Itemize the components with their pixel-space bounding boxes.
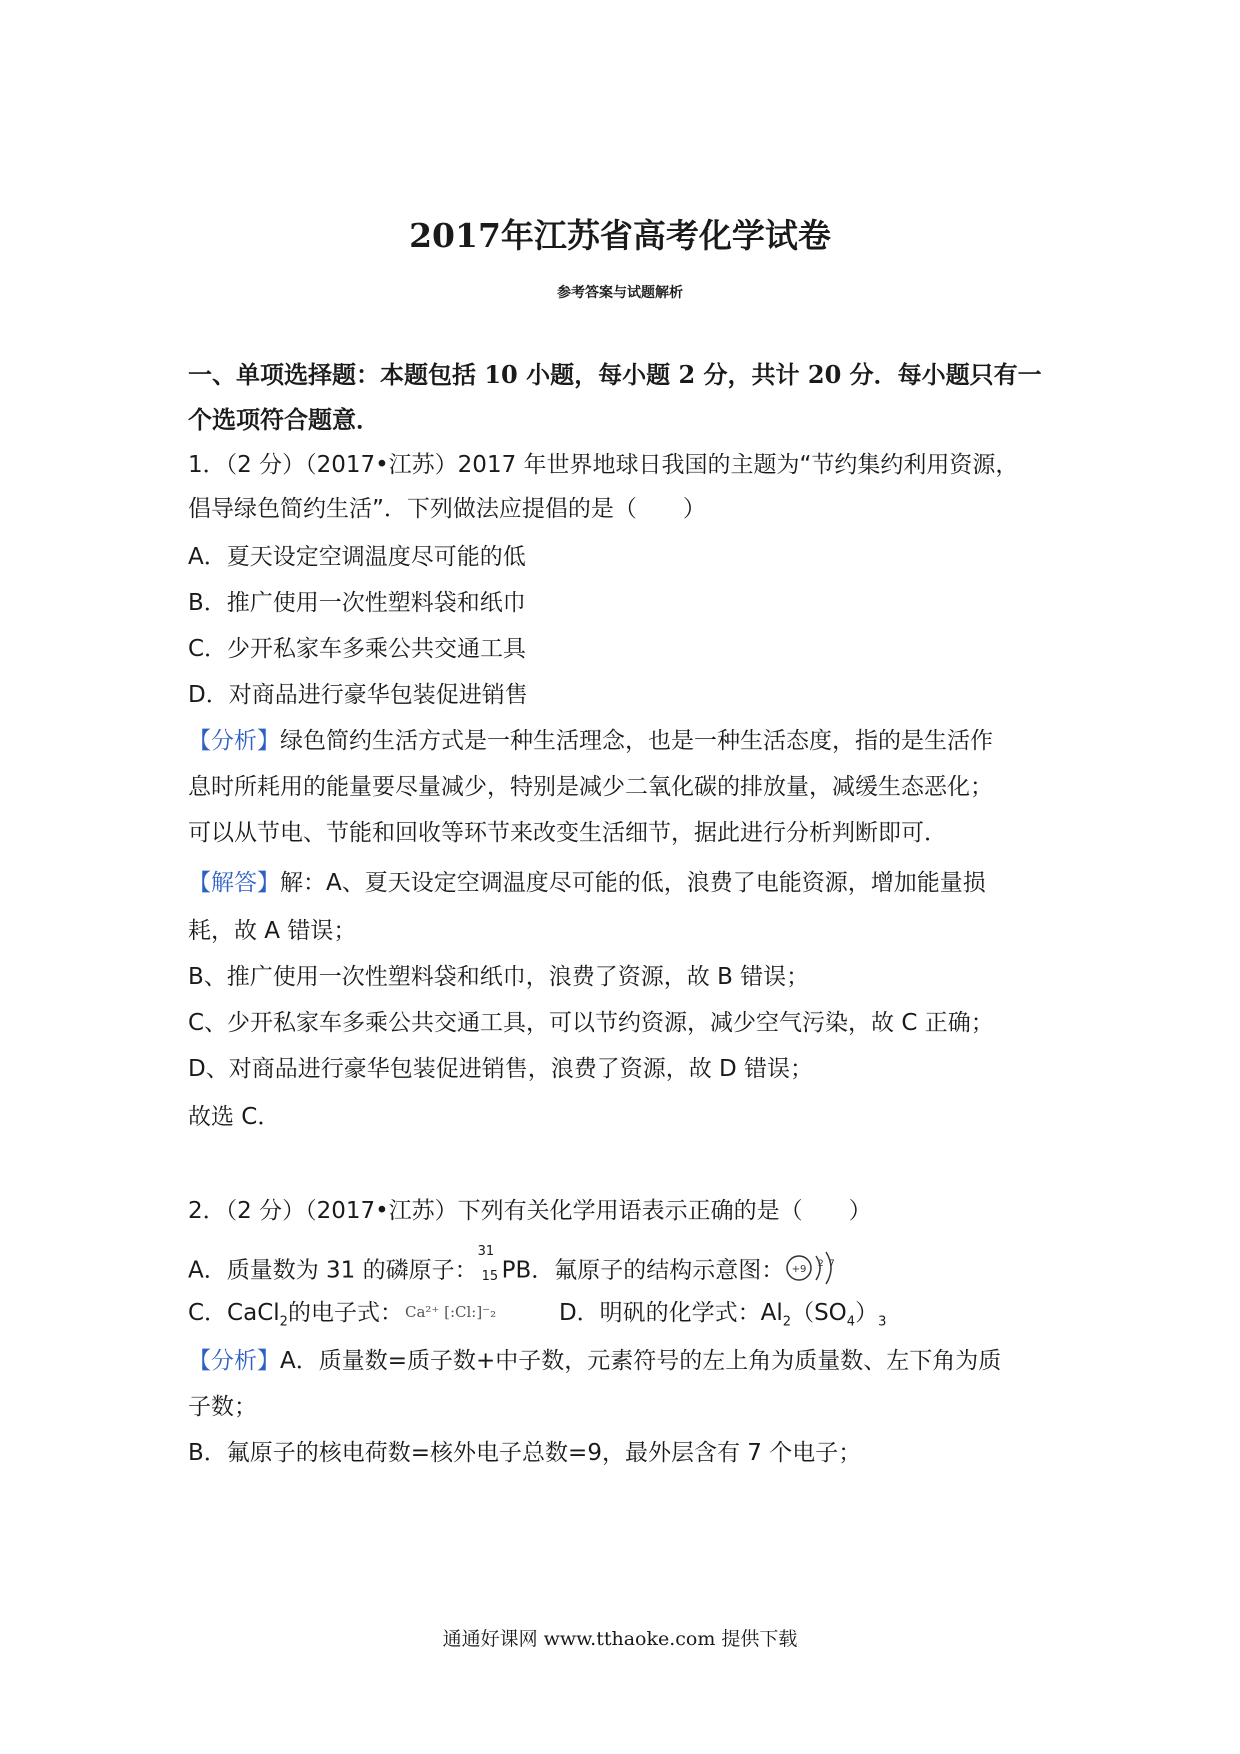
cacl2-electron-dot-image — [403, 1296, 523, 1332]
analysis-text: A．质量数=质子数+中子数，元素符号的左上角为质量数、左下角为质 — [280, 1348, 1002, 1374]
answer-text: 解：A、夏天设定空调温度尽可能的低，浪费了电能资源，增加能量损 — [280, 870, 986, 896]
q1-answer-line4: C、少开私家车多乘公共交通工具，可以节约资源，减少空气污染，故 C 正确； — [188, 1010, 994, 1036]
q2-analysis-line1 — [188, 1342, 1001, 1375]
subscript: 2 — [782, 1314, 792, 1330]
q1-analysis-line2: 息时所耗用的能量要尽量减少，特别是减少二氧化碳的排放量，减缓生态恶化； — [188, 774, 993, 800]
q1-stem-line1: 1．（2 分）（2017•江苏）2017 年世界地球日我国的主题为“节约集约利用资源， — [188, 452, 1019, 478]
q1-option-d: D．对商品进行豪华包装促进销售 — [188, 682, 528, 708]
subscript: 2 — [279, 1314, 288, 1330]
analysis-text: 绿色简约生活方式是一种生活理念，也是一种生活态度，指的是生活作 — [280, 728, 993, 754]
q1-stem-line2: 倡导绿色简约生活”．下列做法应提倡的是（ ） — [188, 496, 706, 522]
q2-option-c-suffix: 的电子式： — [287, 1300, 403, 1326]
q2-option-d-mid: （SO — [791, 1300, 847, 1326]
page-subtitle: 参考答案与试题解析 — [557, 285, 683, 301]
analysis-tag: 【分析】 — [188, 1348, 280, 1374]
svg-text:2: 2 — [818, 1259, 825, 1269]
q1-answer-line1 — [188, 864, 986, 897]
page-footer: 通通好课网 www.tthaoke.com 提供下载 — [442, 1628, 798, 1650]
q1-answer-line2: 耗，故 A 错误； — [188, 918, 357, 944]
q2-option-c-label: C．CaCl — [188, 1300, 280, 1326]
q1-option-c: C．少开私家车多乘公共交通工具 — [188, 636, 527, 662]
mass-number: 31 — [477, 1243, 495, 1259]
q1-analysis-line3: 可以从节电、节能和回收等环节来改变生活细节，据此进行分析判断即可． — [188, 820, 947, 846]
q2-option-d-close: ） — [855, 1300, 879, 1326]
q1-answer-line5: D、对商品进行豪华包装促进销售，浪费了资源，故 D 错误； — [188, 1056, 814, 1082]
q2-option-b-label: B．氟原子的结构示意图： — [515, 1257, 785, 1284]
atomic-number: 15 — [481, 1268, 499, 1284]
q1-answer-line6: 故选 C． — [188, 1104, 281, 1130]
subscript: 3 — [878, 1314, 887, 1330]
q1-analysis-line1 — [188, 722, 993, 755]
q1-option-b: B．推广使用一次性塑料袋和纸巾 — [188, 590, 526, 616]
q2-options-cd — [188, 1294, 886, 1332]
section-heading-line1: 一、单项选择题：本题包括 10 小题，每小题 2 分，共计 20 分．每小题只有一 — [188, 360, 1042, 389]
svg-text:7: 7 — [829, 1259, 836, 1269]
q1-answer-line3: B、推广使用一次性塑料袋和纸巾，浪费了资源，故 B 错误； — [188, 964, 810, 990]
cacl2-electron-dot-formula: Ca²⁺ [:Cl:]⁻₂ — [404, 1302, 497, 1321]
page-title: 2017年江苏省高考化学试卷 — [409, 216, 831, 255]
q2-stem: 2．（2 分）（2017•江苏）下列有关化学用语表示正确的是（ ） — [188, 1198, 872, 1224]
q2-option-d-label: D．明矾的化学式：Al — [558, 1300, 783, 1326]
q2-options-ab — [188, 1243, 842, 1296]
q2-analysis-line3: B．氟原子的核电荷数=核外电子总数=9，最外层含有 7 个电子； — [188, 1440, 862, 1466]
q2-analysis-line2: 子数； — [188, 1394, 257, 1420]
answer-tag: 【解答】 — [188, 870, 280, 896]
q1-option-a: A．夏天设定空调温度尽可能的低 — [188, 544, 526, 570]
section-heading-line2: 个选项符合题意． — [188, 405, 380, 434]
nuclide-notation — [477, 1243, 502, 1284]
subscript: 4 — [846, 1314, 856, 1330]
q2-option-a-label: A．质量数为 31 的磷原子： — [188, 1257, 478, 1284]
fluorine-atom-structure-diagram — [784, 1246, 842, 1296]
svg-text:+9: +9 — [791, 1264, 807, 1275]
element-symbol: P — [501, 1257, 516, 1284]
analysis-tag: 【分析】 — [188, 728, 280, 754]
